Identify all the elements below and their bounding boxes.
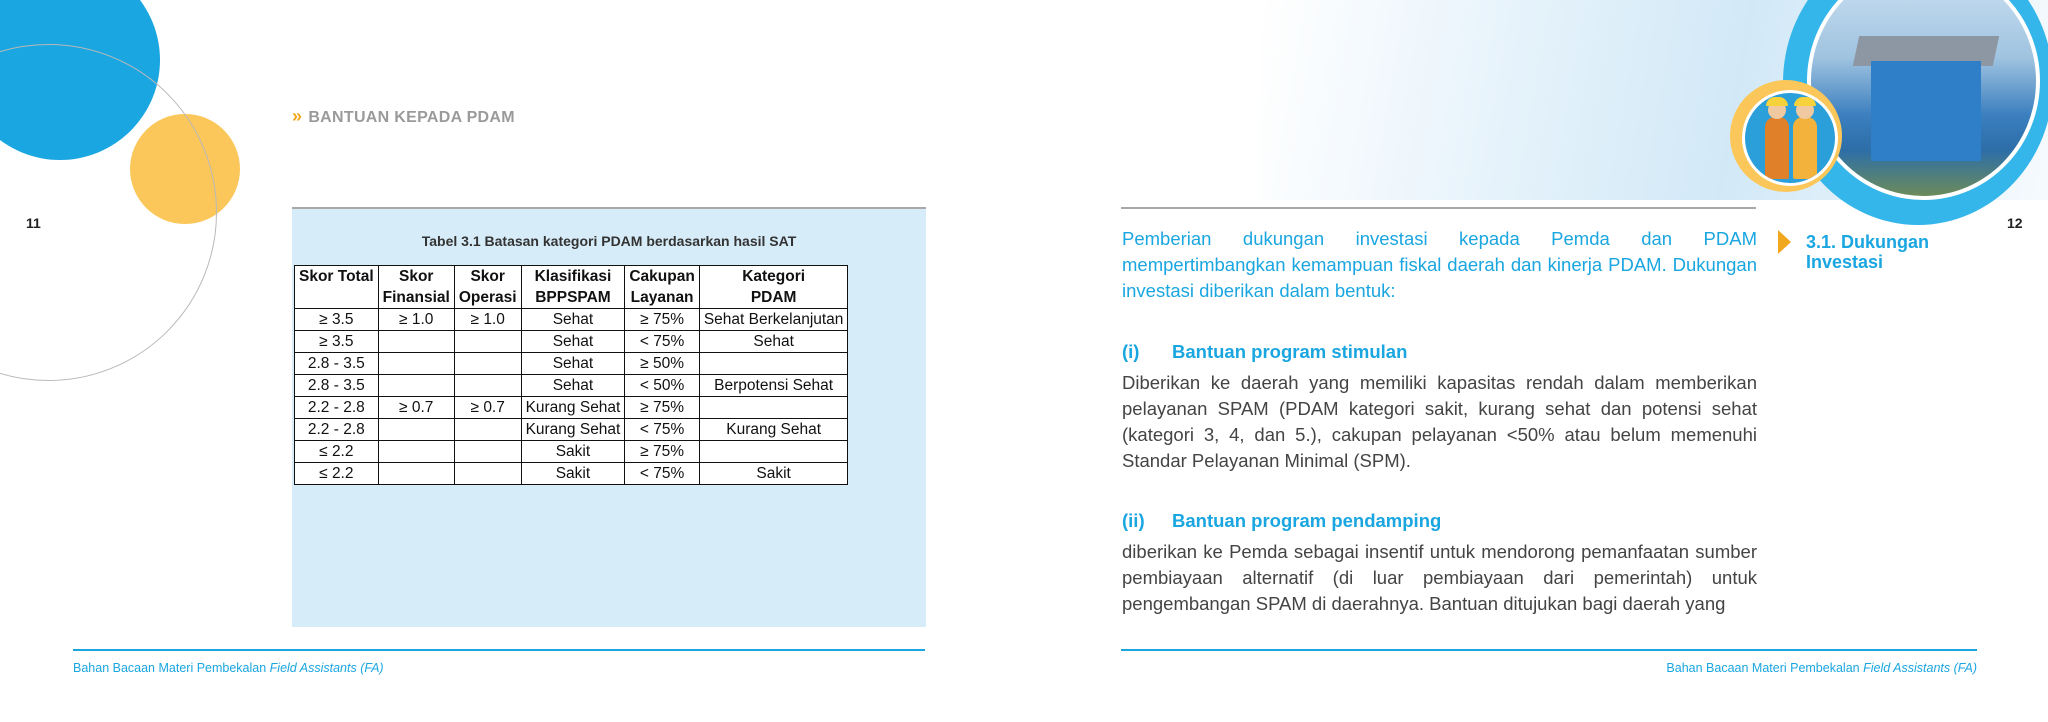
table-cell: ≥ 50% <box>625 353 699 375</box>
table-cell <box>454 419 521 441</box>
section-i-title: Bantuan program stimulan <box>1172 341 1408 362</box>
table-cell: 2.2 - 2.8 <box>295 419 379 441</box>
table-cell: 2.8 - 3.5 <box>295 375 379 397</box>
table-cell: ≥ 1.0 <box>454 309 521 331</box>
table-cell: ≥ 3.5 <box>295 331 379 353</box>
footer-right <box>1666 661 1977 675</box>
table-header-cell: BPPSPAM <box>521 287 625 309</box>
decorative-outline-circle <box>0 44 217 381</box>
table-cell: 2.2 - 2.8 <box>295 397 379 419</box>
table-header-cell: Finansial <box>378 287 454 309</box>
table-cell: ≥ 75% <box>625 441 699 463</box>
table-cell: < 75% <box>625 419 699 441</box>
table-header-cell: PDAM <box>699 287 848 309</box>
section-ii-heading <box>1122 510 1441 532</box>
section-ii-body: diberikan ke Pemda sebagai insentif untuk mendorong pemanfaatan sumber pembiayaan alternatif (di luar pembiayaan dari pemerintah) untuk pengembangan SPAM di daerahnya. Bantuan ditujukan bagi daerah yang <box>1122 541 1757 614</box>
table-cell <box>378 375 454 397</box>
table-caption: Tabel 3.1 Batasan kategori PDAM berdasarkan hasil SAT <box>421 233 797 249</box>
table-panel <box>292 207 926 627</box>
section-i-number: (i) <box>1122 341 1140 362</box>
table-row <box>295 331 848 353</box>
water-tank <box>1871 61 1981 161</box>
table-cell <box>454 463 521 485</box>
section-header-label: BANTUAN KEPADA PDAM <box>308 109 515 126</box>
table-row <box>295 397 848 419</box>
table-header-cell: Kategori <box>699 266 848 288</box>
table-row <box>295 441 848 463</box>
table-row <box>295 419 848 441</box>
table-header-cell: Operasi <box>454 287 521 309</box>
page-number-right: 12 <box>2007 215 2023 231</box>
table-row <box>295 309 848 331</box>
table-header-cell: Klasifikasi <box>521 266 625 288</box>
table-header-cell: Skor <box>454 266 521 288</box>
table-cell: Sehat <box>521 309 625 331</box>
table-cell: < 75% <box>625 331 699 353</box>
table-cell <box>378 331 454 353</box>
section-i-heading <box>1122 341 1407 363</box>
table-cell: ≥ 1.0 <box>378 309 454 331</box>
table-cell <box>699 353 848 375</box>
table-cell: 2.8 - 3.5 <box>295 353 379 375</box>
table-cell: Sehat <box>521 375 625 397</box>
section-ii-number: (ii) <box>1122 510 1145 531</box>
table-cell: < 75% <box>625 463 699 485</box>
workers-illustration <box>1742 90 1838 186</box>
worker-figure <box>1793 117 1817 179</box>
table-row <box>295 353 848 375</box>
table-header-cell: Cakupan <box>625 266 699 288</box>
section-header <box>292 106 515 127</box>
table-cell: Kurang Sehat <box>521 397 625 419</box>
table-cell: ≤ 2.2 <box>295 463 379 485</box>
table-cell: Sakit <box>521 441 625 463</box>
table-cell: Kurang Sehat <box>521 419 625 441</box>
table-row <box>295 463 848 485</box>
footer-left-text: Bahan Bacaan Materi Pembekalan <box>73 661 270 675</box>
page-number-left: 11 <box>26 215 41 231</box>
section-i-body: Diberikan ke daerah yang memiliki kapasitas rendah dalam memberikan pelayanan SPAM (PDAM kategori sakit, kurang sehat dan potensi sehat (kategori 3, 4, dan 5.), cakupan pelayanan <50% atau belum memenuhi Standar Pelayanan Minimal (SPM). <box>1122 372 1757 471</box>
table-cell <box>454 353 521 375</box>
footer-left-italic: Field Assistants (FA) <box>269 661 384 675</box>
footer-left <box>73 661 384 675</box>
intro-paragraph: Pemberian dukungan investasi kepada Pemda dan PDAM mempertimbangkan kemampuan fiskal daerah dan kinerja PDAM. Dukungan investasi diberikan dalam bentuk: <box>1122 228 1757 301</box>
table-header-cell: Layanan <box>625 287 699 309</box>
table-cell: Sehat <box>521 353 625 375</box>
table-cell <box>699 397 848 419</box>
chevron-double-right-icon: » <box>292 106 303 126</box>
table-cell: Sehat <box>521 331 625 353</box>
content-top-rule <box>1121 207 1756 209</box>
section-ii-title: Bantuan program pendamping <box>1172 510 1442 531</box>
table-header-cell: Skor Total <box>295 266 379 288</box>
triangle-marker-icon <box>1778 230 1791 254</box>
table-cell: ≥ 75% <box>625 397 699 419</box>
table-cell <box>378 419 454 441</box>
footer-right-italic: Field Assistants (FA) <box>1863 661 1977 675</box>
table-cell <box>378 353 454 375</box>
footer-rule-right <box>1121 649 1977 651</box>
table-cell: Kurang Sehat <box>699 419 848 441</box>
table-cell <box>454 375 521 397</box>
table-cell <box>378 441 454 463</box>
table-cell: ≥ 0.7 <box>454 397 521 419</box>
table-cell: Sakit <box>521 463 625 485</box>
footer-rule-left <box>73 649 925 651</box>
table-cell: ≥ 75% <box>625 309 699 331</box>
table-header-row-1 <box>295 266 848 288</box>
table-cell: Berpotensi Sehat <box>699 375 848 397</box>
table-cell <box>699 441 848 463</box>
table-cell: Sehat <box>699 331 848 353</box>
side-section-label: 3.1. Dukungan Investasi <box>1806 232 1930 272</box>
table-cell: ≤ 2.2 <box>295 441 379 463</box>
table-cell: Sakit <box>699 463 848 485</box>
table-cell: Sehat Berkelanjutan <box>699 309 848 331</box>
table-cell: < 50% <box>625 375 699 397</box>
table-header-row-2 <box>295 287 848 309</box>
table-header-cell: Skor <box>378 266 454 288</box>
sat-category-table <box>294 265 848 485</box>
table-cell <box>378 463 454 485</box>
footer-right-text: Bahan Bacaan Materi Pembekalan <box>1666 661 1864 675</box>
table-cell: ≥ 0.7 <box>378 397 454 419</box>
worker-figure <box>1765 117 1789 179</box>
table-row <box>295 375 848 397</box>
table-header-cell <box>295 287 379 309</box>
table-body <box>295 309 848 485</box>
table-cell: ≥ 3.5 <box>295 309 379 331</box>
table-cell <box>454 441 521 463</box>
table-cell <box>454 331 521 353</box>
